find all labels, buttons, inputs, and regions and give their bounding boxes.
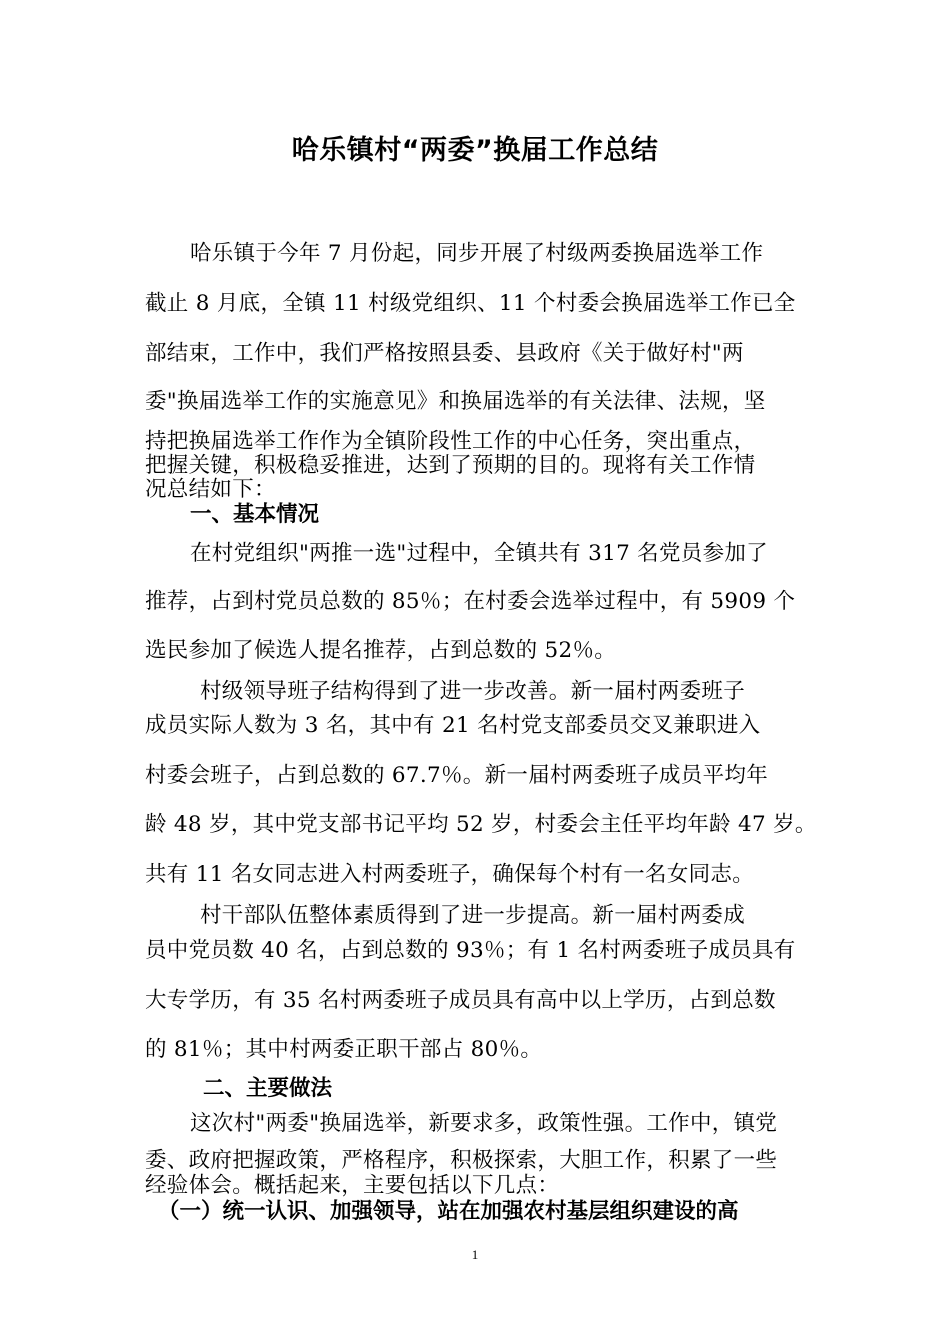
- paragraph-line: 持把换届选举工作作为全镇阶段性工作的中心任务，突出重点，: [145, 429, 756, 454]
- paragraph-line: 选民参加了候选人提名推荐，占到总数的 52％。: [145, 638, 617, 663]
- paragraph-line: 龄 48 岁，其中党支部书记平均 52 岁，村委会主任平均年龄 47 岁。: [145, 812, 817, 837]
- paragraph-line: 的 81％；其中村两委正职干部占 80％。: [145, 1037, 543, 1062]
- paragraph-line: 委、政府把握政策，严格程序，积极探索，大胆工作，积累了一些: [145, 1148, 778, 1173]
- section-heading: 二、主要做法: [203, 1076, 333, 1101]
- paragraph-line: 村级领导班子结构得到了进一步改善。新一届村两委班子: [200, 679, 746, 704]
- paragraph-line: 截止 8 月底，全镇 11 村级党组织、11 个村委会换届选举工作已全: [145, 291, 796, 316]
- paragraph-line: 哈乐镇于今年 7 月份起，同步开展了村级两委换届选举工作: [190, 241, 764, 266]
- subsection-heading: （一）统一认识、加强领导，站在加强农村基层组织建设的高: [158, 1199, 739, 1224]
- paragraph-line: 委"换届选举工作的实施意见》和换届选举的有关法律、法规，坚: [145, 389, 766, 414]
- paragraph-line: 大专学历，有 35 名村两委班子成员具有高中以上学历，占到总数: [145, 988, 776, 1013]
- paragraph-line: 成员实际人数为 3 名，其中有 21 名村党支部委员交叉兼职进入: [145, 713, 761, 738]
- paragraph-line: 经验体会。概括起来，主要包括以下几点：: [145, 1173, 560, 1198]
- paragraph-line: 在村党组织"两推一选"过程中，全镇共有 317 名党员参加了: [190, 541, 768, 566]
- page-number: 1: [471, 1247, 479, 1262]
- paragraph-line: 共有 11 名女同志进入村两委班子，确保每个村有一名女同志。: [145, 862, 755, 887]
- paragraph-line: 推荐，占到村党员总数的 85％；在村委会选举过程中，有 5909 个: [145, 589, 796, 614]
- document-title: 哈乐镇村“两委”换届工作总结: [291, 135, 659, 166]
- paragraph-line: 把握关键，积极稳妥推进，达到了预期的目的。现将有关工作情: [145, 453, 756, 478]
- paragraph-line: 村委会班子，占到总数的 67.7％。新一届村两委班子成员平均年: [145, 763, 769, 788]
- paragraph-line: 这次村"两委"换届选举，新要求多，政策性强。工作中，镇党: [190, 1111, 778, 1136]
- paragraph-line: 部结束，工作中，我们严格按照县委、县政府《关于做好村"两: [145, 341, 744, 366]
- section-heading: 一、基本情况: [190, 502, 320, 527]
- paragraph-line: 员中党员数 40 名，占到总数的 93％；有 1 名村两委班子成员具有: [145, 938, 796, 963]
- paragraph-line: 村干部队伍整体素质得到了进一步提高。新一届村两委成: [200, 903, 746, 928]
- paragraph-line: 况总结如下：: [145, 477, 276, 502]
